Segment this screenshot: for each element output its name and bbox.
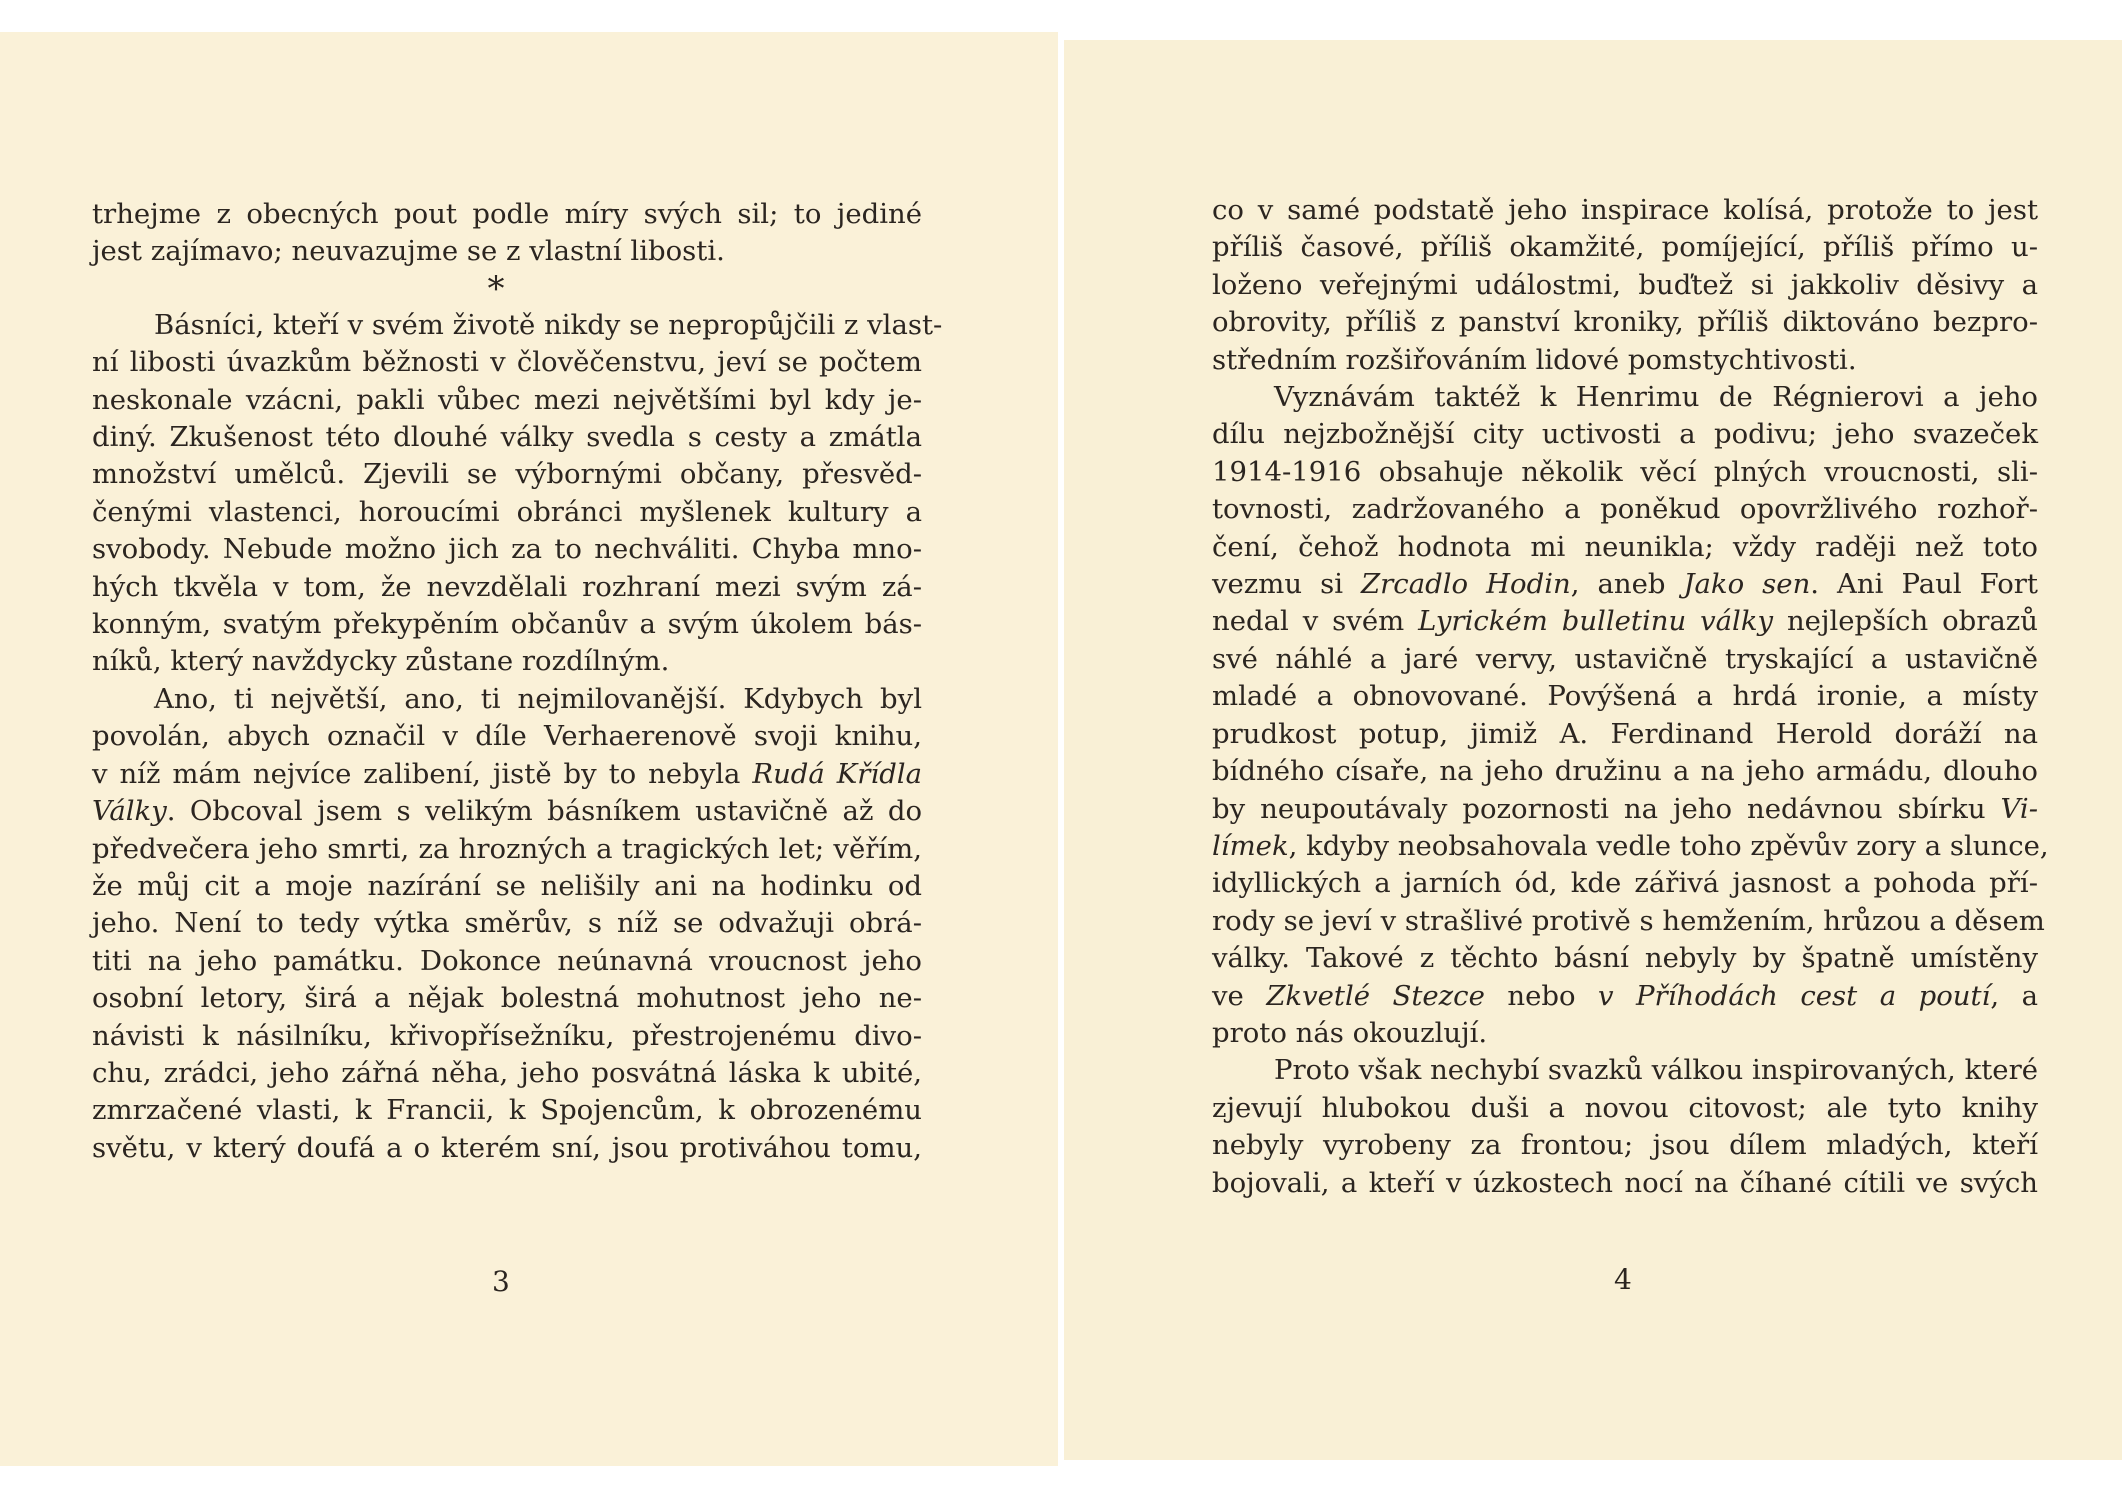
text-span: by neupoutávaly pozornosti na jeho nedávnou sbírku <box>1212 792 2001 825</box>
book-title-italic: Zrcadlo Hodin <box>1361 568 1571 601</box>
text-line: proto nás okouzlují. <box>1212 1016 1488 1049</box>
text-line: loženo veřejnými událostmi, buďtež si jakkoliv děsivy a <box>1212 268 2038 301</box>
text-line <box>1212 566 2038 603</box>
text-line: prudkost potup, jimiž A. Ferdinand Herold doráží na <box>1212 717 2038 750</box>
book-title-italic: Zkvetlé Stezce <box>1266 979 1485 1012</box>
text-span: nejlepších obrazů <box>1773 605 2039 638</box>
text-line: co v samé podstatě jeho inspirace kolísá, protože to jest <box>1212 194 2038 226</box>
book-title-italic: Lyrickém bulletinu války <box>1418 605 1774 638</box>
text-line: tovnosti, zadržovaného a poněkud opovržlivého rozhoř- <box>1212 493 2038 526</box>
text-line: svobody. Nebude možno jich za to nechváliti. Chyba mno- <box>92 533 922 566</box>
text-line: níků, který navždycky zůstane rozdílným. <box>92 645 670 678</box>
left-page <box>0 32 1058 1466</box>
text-line: své náhlé a jaré vervy, ustavičně tryskající a ustavičně <box>1212 642 2038 675</box>
text-line <box>1212 978 2038 1015</box>
book-title-italic: Vi- <box>2000 792 2038 825</box>
text-line <box>1212 828 2049 865</box>
text-line: Proto však nechybí svazků válkou inspirovaných, které <box>1274 1054 2038 1087</box>
book-title-italic: Rudá Křídla <box>752 757 922 790</box>
text-line: idyllických a jarních ód, kde zářivá jasnost a pohoda pří- <box>1212 867 2038 900</box>
text-line: čenými vlastenci, horoucími obránci myšlenek kultury a <box>92 495 922 528</box>
book-title-italic: Jako sen <box>1683 568 1811 601</box>
book-title-italic: Války <box>92 795 167 828</box>
text-line: jeho. Není to tedy výtka směrův, s níž se odvažuji obrá- <box>92 907 922 940</box>
left-page-text <box>92 196 943 1167</box>
text-line: obrovity, příliš z panství kroniky, příliš diktováno bezpro- <box>1212 306 2038 339</box>
text-span: . Ani Paul Fort <box>1810 568 2038 601</box>
text-line: Básníci, kteří v svém životě nikdy se nepropůjčili z vlast- <box>154 308 943 341</box>
text-line: osobní letory, širá a nějak bolestná mohutnost jeho ne- <box>92 982 922 1015</box>
text-line: dílu nejzbožnější city uctivosti a podivu; jeho svazeček <box>1212 418 2038 451</box>
text-line: že můj cit a moje nazírání se nelišily ani na hodinku od <box>92 869 922 902</box>
text-line: Ano, ti největší, ano, ti nejmilovanější. Kdybych byl <box>154 682 922 715</box>
text-span: nedal v svém <box>1212 605 1419 638</box>
text-line: hých tkvěla v tom, že nevzdělali rozhraní mezi svým zá- <box>92 570 922 603</box>
text-line: předvečera jeho smrti, za hrozných a tragických let; věřím, <box>92 832 922 865</box>
text-span: . Obcoval jsem s velikým básníkem ustavičně až do <box>166 795 922 828</box>
text-line: zjevují hlubokou duši a novou citovost; ale tyto knihy <box>1212 1091 2038 1124</box>
section-separator-asterisk: * <box>487 268 505 309</box>
text-line <box>92 756 922 793</box>
text-line: bojovali, a kteří v úzkostech nocí na číhané cítili ve svých <box>1212 1166 2038 1199</box>
text-line: diný. Zkušenost této dlouhé války svedla s cesty a zmátla <box>92 421 922 454</box>
text-line: Vyznávám taktéž k Henrimu de Régnierovi a jeho <box>1274 381 2038 414</box>
text-span: v níž mám nejvíce zalibení, jistě by to nebyla <box>92 757 753 790</box>
text-line <box>92 793 922 830</box>
text-line: titi na jeho památku. Dokonce neúnavná vroucnost jeho <box>92 944 922 977</box>
text-line: války. Takové z těchto básní nebyly by špatně umístěny <box>1212 942 2038 975</box>
right-page-text <box>1212 192 2049 1202</box>
text-line: 1914-1916 obsahuje několik věcí plných vroucnosti, sli- <box>1212 455 2038 488</box>
book-title-italic: límek <box>1212 829 1289 862</box>
text-line: zmrzačené vlasti, k Francii, k Spojencům, k obrozenému <box>92 1094 922 1127</box>
text-line: mladé a obnovované. Povýšená a hrdá ironie, a místy <box>1212 680 2038 713</box>
text-span: nebo <box>1484 979 1599 1012</box>
text-line: ní libosti úvazkům běžnosti v člověčenstvu, jeví se počtem <box>92 346 922 379</box>
text-line: návisti k násilníku, křivopřísežníku, přestrojenému divo- <box>92 1019 922 1052</box>
text-line: množství umělců. Zjevili se výbornými občany, přesvěd- <box>92 458 922 491</box>
text-span: ve <box>1212 979 1267 1012</box>
text-line: povolán, abych označil v díle Verhaerenově svoji knihu, <box>92 720 922 753</box>
text-span: vezmu si <box>1212 568 1362 601</box>
book-title-italic: v Příhodách cest a poutí <box>1598 979 1991 1012</box>
text-line: trhejme z obecných pout podle míry svých sil; to jediné <box>92 198 922 230</box>
page-number: 3 <box>492 1265 510 1298</box>
text-span: , a <box>1990 979 2038 1012</box>
text-line: jest zajímavo; neuvazujme se z vlastní libosti. <box>92 235 725 268</box>
right-page <box>1064 40 2122 1460</box>
text-line: čení, čehož hodnota mi neunikla; vždy raději než toto <box>1212 530 2038 563</box>
text-line: bídného císaře, na jeho družinu a na jeho armádu, dlouho <box>1212 755 2038 788</box>
text-line: nebyly vyrobeny za frontou; jsou dílem mladých, kteří <box>1212 1129 2038 1162</box>
text-line: rody se jeví v strašlivé protivě s hemžením, hrůzou a děsem <box>1212 904 2045 937</box>
text-line: světu, v který doufá a o kterém sní, jsou protiváhou tomu, <box>92 1131 922 1164</box>
text-span: , kdyby neobsahovala vedle toho zpěvův zory a slunce, <box>1288 829 2049 862</box>
text-line: chu, zrádci, jeho zářná něha, jeho posvátná láska k ubité, <box>92 1056 922 1089</box>
page-number: 4 <box>1614 1263 1632 1296</box>
text-line: příliš časové, příliš okamžité, pomíjející, příliš přímo u- <box>1212 231 2038 264</box>
text-line: konným, svatým překypěním občanův a svým úkolem bás- <box>92 608 922 641</box>
text-line <box>1212 791 2038 828</box>
text-line: středním rozšiřováním lidové pomstychtivosti. <box>1212 343 1857 376</box>
text-line: neskonale vzácni, pakli vůbec mezi největšími byl kdy je- <box>92 383 922 416</box>
text-span: , aneb <box>1570 568 1684 601</box>
text-line <box>1212 603 2038 640</box>
